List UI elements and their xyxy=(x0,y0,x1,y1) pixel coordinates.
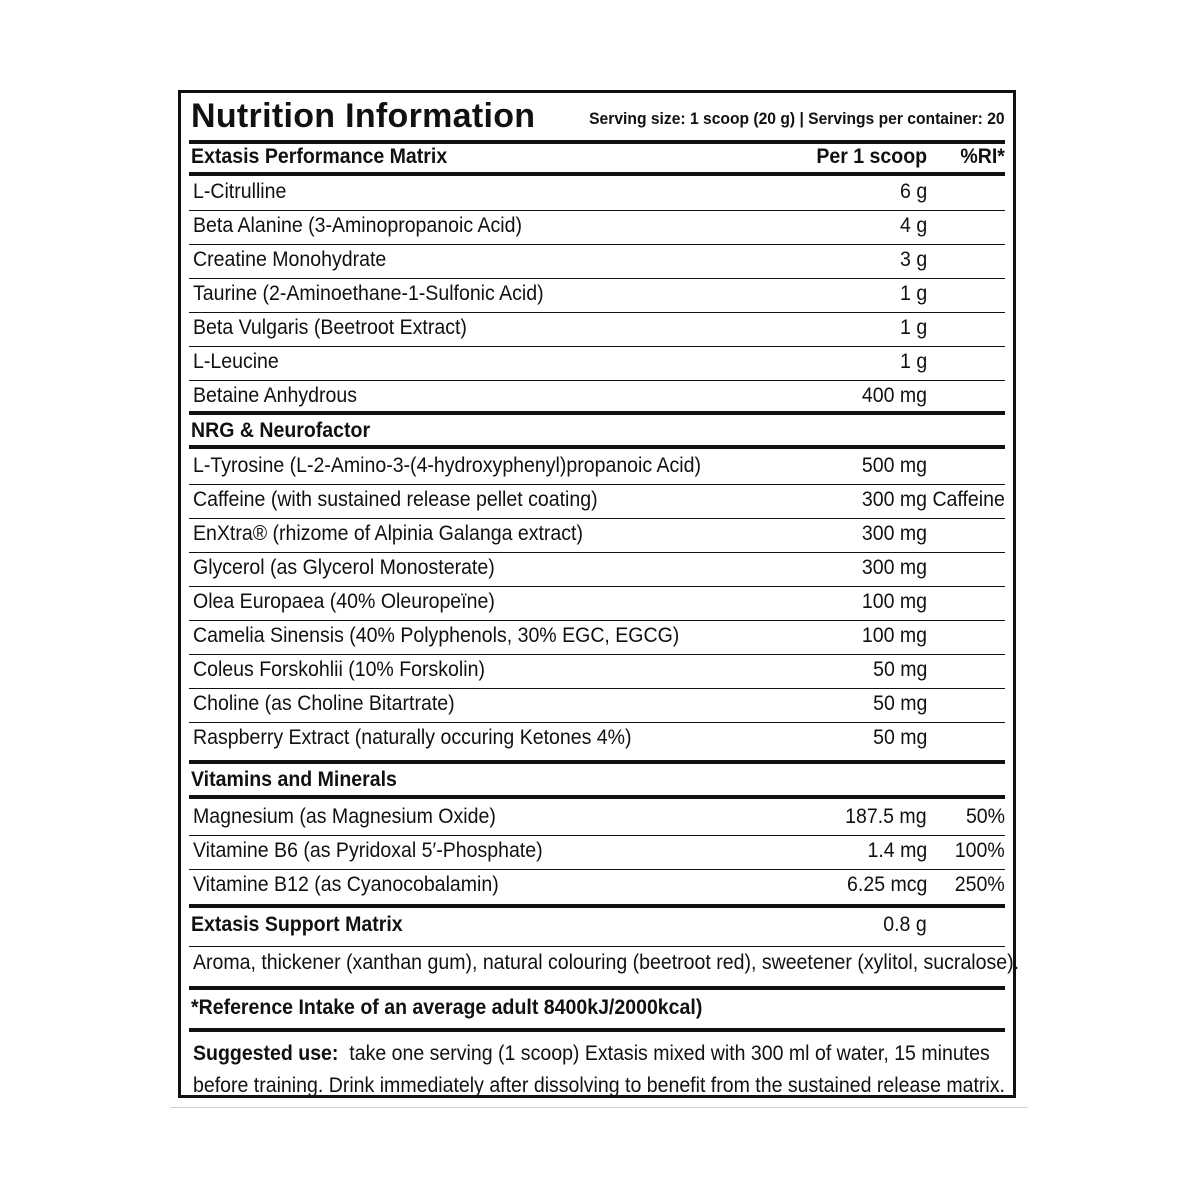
section-header-performance xyxy=(191,141,1005,173)
ingredient-name: L-Tyrosine (L-2-Amino-3-(4-hydroxyphenyl)propanoic Acid) xyxy=(193,454,701,477)
table-row xyxy=(191,313,1005,345)
ingredient-name: Camelia Sinensis (40% Polyphenols, 30% EGC, EGCG) xyxy=(193,624,680,647)
table-row xyxy=(191,621,1005,653)
reference-intake-note: *Reference Intake of an average adult 8400kJ/2000kcal) xyxy=(191,996,703,1019)
table-row xyxy=(191,451,1005,483)
section-header-support xyxy=(191,909,1005,941)
divider xyxy=(189,1028,1005,1032)
ingredient-name: L-Citrulline xyxy=(193,180,287,203)
section-title: NRG & Neurofactor xyxy=(191,419,371,442)
section-header-nrg xyxy=(191,415,1005,447)
ingredient-name: Beta Alanine (3-Aminopropanoic Acid) xyxy=(193,214,522,237)
ingredient-name: Olea Europaea (40% Oleuropeïne) xyxy=(193,590,495,613)
ingredient-amount: 1.4 mg xyxy=(867,839,927,862)
table-row xyxy=(191,553,1005,585)
table-row xyxy=(191,802,1005,834)
row-divider xyxy=(189,946,1005,947)
table-row xyxy=(191,870,1005,902)
section-title: Extasis Support Matrix xyxy=(191,913,403,936)
ingredient-amount: 1 g xyxy=(899,282,927,305)
table-row xyxy=(191,587,1005,619)
bottom-divider xyxy=(170,1107,1028,1108)
ingredient-name: EnXtra® (rhizome of Alpinia Galanga extract) xyxy=(193,522,583,545)
ingredient-name: Beta Vulgaris (Beetroot Extract) xyxy=(193,316,467,339)
ingredient-ri: 250% xyxy=(955,873,1005,896)
table-row xyxy=(191,519,1005,551)
ingredient-amount: 50 mg xyxy=(872,692,927,715)
ingredient-amount: 1 g xyxy=(899,350,927,373)
divider xyxy=(189,445,1005,449)
table-row xyxy=(191,211,1005,243)
suggested-use-text: take one serving (1 scoop) Extasis mixed with 300 ml of water, 15 minutes before training. Drink immediately after dissolving to benefit from the sustained release matrix. xyxy=(193,1042,1005,1097)
ingredient-amount: 300 mg xyxy=(861,488,927,511)
table-row xyxy=(191,655,1005,687)
ingredient-name: Vitamine B12 (as Cyanocobalamin) xyxy=(193,873,499,896)
table-row xyxy=(191,347,1005,379)
table-row xyxy=(191,245,1005,277)
ingredient-amount: 50 mg xyxy=(872,658,927,681)
divider xyxy=(189,904,1005,908)
ingredient-amount: 3 g xyxy=(899,248,927,271)
ingredient-name: Glycerol (as Glycerol Monosterate) xyxy=(193,556,495,579)
ingredient-ri: Caffeine xyxy=(932,488,1005,511)
section-header-vitamins xyxy=(191,764,1005,796)
suggested-use xyxy=(193,1038,1011,1102)
ingredient-name: Magnesium (as Magnesium Oxide) xyxy=(193,805,496,828)
ingredient-ri: 100% xyxy=(955,839,1005,862)
table-row xyxy=(191,689,1005,721)
ingredient-amount: 1 g xyxy=(899,316,927,339)
ingredient-amount: 300 mg xyxy=(861,556,927,579)
ingredient-name: Vitamine B6 (as Pyridoxal 5′-Phosphate) xyxy=(193,839,543,862)
support-amount: 0.8 g xyxy=(883,913,927,936)
divider xyxy=(189,172,1005,176)
column-per-scoop: Per 1 scoop xyxy=(816,145,927,168)
table-row xyxy=(191,485,1005,517)
ingredient-amount: 4 g xyxy=(899,214,927,237)
support-ingredients: Aroma, thickener (xanthan gum), natural colouring (beetroot red), sweetener (xylitol, sucralose). xyxy=(193,951,1020,974)
suggested-use-label: Suggested use: xyxy=(193,1042,339,1065)
ingredient-amount: 50 mg xyxy=(872,726,927,749)
ingredient-ri: 50% xyxy=(965,805,1005,828)
section-title: Vitamins and Minerals xyxy=(191,768,397,791)
ingredient-name: Choline (as Choline Bitartrate) xyxy=(193,692,455,715)
ingredient-name: Coleus Forskohlii (10% Forskolin) xyxy=(193,658,485,681)
ingredient-amount: 500 mg xyxy=(861,454,927,477)
table-row xyxy=(191,177,1005,209)
label-title: Nutrition Information xyxy=(191,97,536,135)
table-row xyxy=(191,279,1005,311)
ingredient-name: Raspberry Extract (naturally occuring Ketones 4%) xyxy=(193,726,632,749)
serving-info: Serving size: 1 scoop (20 g) | Servings per container: 20 xyxy=(589,109,1005,128)
table-row xyxy=(191,836,1005,868)
section-title: Extasis Performance Matrix xyxy=(191,145,448,168)
table-row xyxy=(191,381,1005,413)
title-row xyxy=(191,97,1005,137)
ingredient-name: Betaine Anhydrous xyxy=(193,384,357,407)
ingredient-amount: 6.25 mcg xyxy=(846,873,927,896)
ingredient-name: Caffeine (with sustained release pellet coating) xyxy=(193,488,598,511)
ingredient-amount: 100 mg xyxy=(861,624,927,647)
divider xyxy=(189,986,1005,990)
table-row xyxy=(191,723,1005,755)
ingredient-name: Taurine (2-Aminoethane-1-Sulfonic Acid) xyxy=(193,282,544,305)
nutrition-label xyxy=(178,90,1020,1098)
ingredient-amount: 400 mg xyxy=(861,384,927,407)
divider xyxy=(189,795,1005,799)
ingredient-amount: 100 mg xyxy=(861,590,927,613)
ingredient-amount: 6 g xyxy=(899,180,927,203)
ingredient-amount: 300 mg xyxy=(861,522,927,545)
ingredient-amount: 187.5 mg xyxy=(845,805,927,828)
ingredient-name: Creatine Monohydrate xyxy=(193,248,387,271)
column-ri: %RI* xyxy=(960,145,1005,168)
ingredient-name: L-Leucine xyxy=(193,350,279,373)
